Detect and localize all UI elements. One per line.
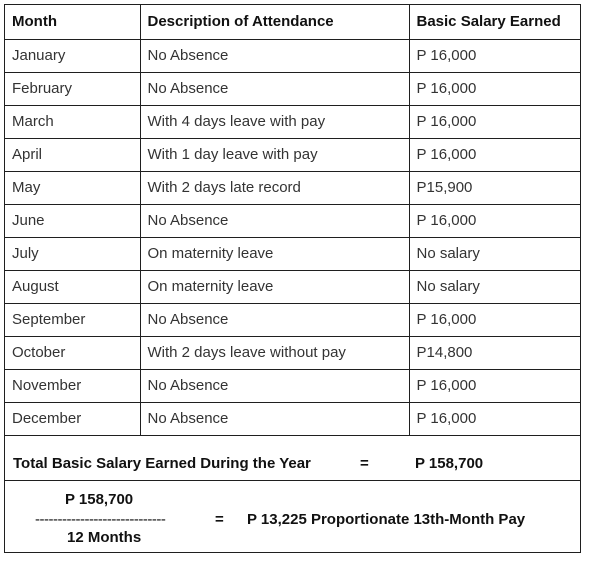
description-cell: On maternity leave <box>140 237 409 270</box>
table-row <box>5 336 580 369</box>
salary-cell: P 16,000 <box>409 105 580 138</box>
header-salary: Basic Salary Earned <box>409 5 580 39</box>
description-cell: No Absence <box>140 303 409 336</box>
salary-cell: P 16,000 <box>409 39 580 72</box>
formula-equals: = <box>215 511 224 528</box>
description-cell: With 2 days leave without pay <box>140 336 409 369</box>
description-cell: With 4 days leave with pay <box>140 105 409 138</box>
month-cell: February <box>5 72 140 105</box>
month-cell: October <box>5 336 140 369</box>
description-cell: No Absence <box>140 204 409 237</box>
month-cell: January <box>5 39 140 72</box>
table-row <box>5 138 580 171</box>
salary-table <box>5 5 580 436</box>
formula-denominator: 12 Months <box>67 529 142 546</box>
month-cell: November <box>5 369 140 402</box>
formula-numerator: P 158,700 <box>65 491 134 508</box>
table-body <box>5 39 580 435</box>
total-row <box>5 447 580 481</box>
month-cell: May <box>5 171 140 204</box>
description-cell: No Absence <box>140 72 409 105</box>
formula-result: P 13,225 Proportionate 13th-Month Pay <box>247 511 526 528</box>
salary-cell: P 16,000 <box>409 303 580 336</box>
month-cell: December <box>5 402 140 435</box>
formula-section <box>5 481 580 552</box>
table-row <box>5 72 580 105</box>
table-header-row <box>5 5 580 39</box>
salary-cell: No salary <box>409 237 580 270</box>
salary-cell: P14,800 <box>409 336 580 369</box>
table-row <box>5 270 580 303</box>
table-row <box>5 204 580 237</box>
description-cell: No Absence <box>140 369 409 402</box>
salary-cell: P 16,000 <box>409 138 580 171</box>
description-cell: On maternity leave <box>140 270 409 303</box>
month-cell: August <box>5 270 140 303</box>
month-cell: July <box>5 237 140 270</box>
salary-cell: P15,900 <box>409 171 580 204</box>
table-row <box>5 402 580 435</box>
table-row <box>5 237 580 270</box>
month-cell: March <box>5 105 140 138</box>
salary-sheet <box>4 4 581 553</box>
total-label: Total Basic Salary Earned During the Year <box>13 455 311 472</box>
description-cell: With 2 days late record <box>140 171 409 204</box>
table-row <box>5 171 580 204</box>
total-value: P 158,700 <box>415 455 484 472</box>
salary-cell: P 16,000 <box>409 72 580 105</box>
salary-cell: No salary <box>409 270 580 303</box>
formula-divider: ----------------------------- <box>35 511 166 528</box>
table-row <box>5 105 580 138</box>
table-row <box>5 369 580 402</box>
table-row <box>5 303 580 336</box>
month-cell: June <box>5 204 140 237</box>
header-description: Description of Attendance <box>140 5 409 39</box>
month-cell: September <box>5 303 140 336</box>
table-row <box>5 39 580 72</box>
month-cell: April <box>5 138 140 171</box>
salary-cell: P 16,000 <box>409 402 580 435</box>
description-cell: With 1 day leave with pay <box>140 138 409 171</box>
header-month: Month <box>5 5 140 39</box>
description-cell: No Absence <box>140 402 409 435</box>
total-equals: = <box>360 455 369 472</box>
salary-cell: P 16,000 <box>409 369 580 402</box>
description-cell: No Absence <box>140 39 409 72</box>
salary-cell: P 16,000 <box>409 204 580 237</box>
